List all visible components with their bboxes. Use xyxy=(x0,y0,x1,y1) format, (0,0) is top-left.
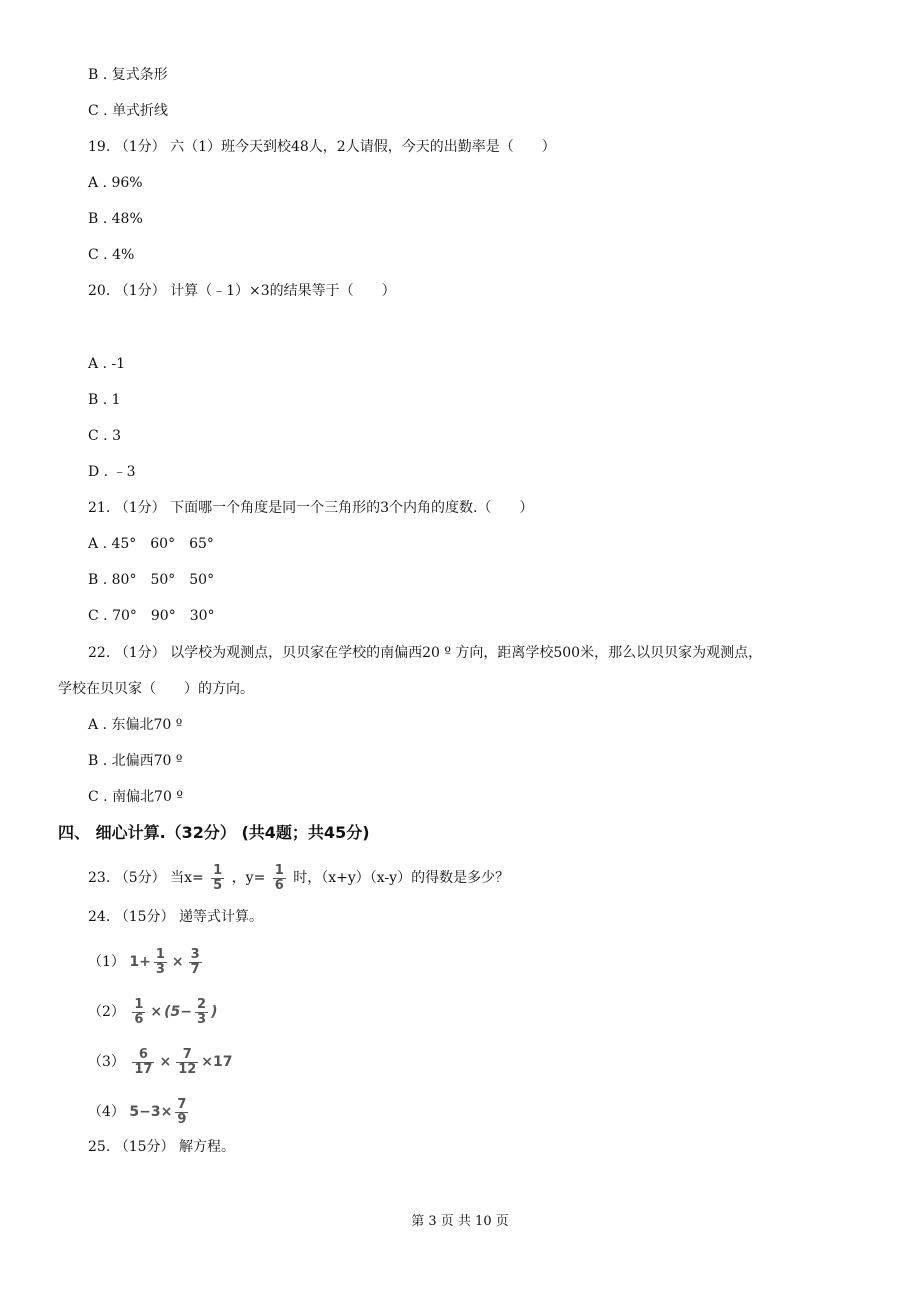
fraction-y: $\frac{1}{6}$ xyxy=(274,862,284,893)
q18-option-c: C . 单式折线 xyxy=(88,103,169,119)
expression-1: 1+ $\frac{1}{3}$ × $\frac{3}{7}$ xyxy=(129,946,200,977)
q20-option-a: A . -1 xyxy=(88,356,126,372)
q23-stem: 23. （5分） 当x= $\frac{1}{5}$ ，y= $\frac{1}{6}$ 时，（x+y）（x-y）的得数是多少？ xyxy=(88,862,510,893)
q20-option-c: C . 3 xyxy=(88,428,121,444)
q19-option-b: B . 48% xyxy=(88,211,143,227)
q21-option-a: A . 45° 60° 65° xyxy=(88,536,214,552)
q22-option-b: B . 北偏西70 º xyxy=(88,753,183,769)
page-footer: 第 3 页 共 10 页 xyxy=(411,1214,509,1229)
q21-stem: 21. （1分） 下面哪一个角度是同一个三角形的3个内角的度数.（ ） xyxy=(88,500,534,516)
q24-item-3: （3） $\frac{6}{17}$ × $\frac{7}{12}$ ×17 xyxy=(88,1044,233,1080)
q20-option-b: B . 1 xyxy=(88,392,121,408)
q24-item-2: （2） $\frac{1}{6}$ × (5− $\frac{2}{3}$ ) xyxy=(88,994,217,1030)
q19-stem: 19. （1分） 六（1）班今天到校48人，2人请假，今天的出勤率是（ ） xyxy=(88,139,556,155)
q22-option-c: C . 南偏北70 º xyxy=(88,789,183,805)
q19-option-a: A . 96% xyxy=(88,175,143,191)
q25-stem: 25. （15分） 解方程。 xyxy=(88,1139,235,1155)
expression-2: $\frac{1}{6}$ × (5− $\frac{2}{3}$ ) xyxy=(134,996,218,1027)
q24-item-4: （4） 5−3× $\frac{7}{9}$ xyxy=(88,1094,191,1130)
expression-3: $\frac{6}{17}$ × $\frac{7}{12}$ ×17 xyxy=(134,1046,233,1077)
expression-4: 5−3× $\frac{7}{9}$ xyxy=(129,1096,187,1127)
q21-option-b: B . 80° 50° 50° xyxy=(88,572,215,588)
q22-option-a: A . 东偏北70 º xyxy=(88,717,183,733)
q18-option-b: B . 复式条形 xyxy=(88,67,168,83)
q20-option-d: D . ﹣3 xyxy=(88,464,136,480)
q24-item-1: （1） 1+ $\frac{1}{3}$ × $\frac{3}{7}$ xyxy=(88,944,205,980)
q22-stem-line1: 22. （1分） 以学校为观测点，贝贝家在学校的南偏西20 º 方向，距离学校500米，那么以贝贝家为观测点， xyxy=(88,645,763,661)
q22-stem-line2: 学校在贝贝家（ ）的方向。 xyxy=(58,681,254,697)
q24-stem: 24. （15分） 递等式计算。 xyxy=(88,909,263,925)
fraction-x: $\frac{1}{5}$ xyxy=(213,862,223,893)
q20-stem: 20. （1分） 计算（﹣1）×3的结果等于（ ） xyxy=(88,283,396,299)
q19-option-c: C . 4% xyxy=(88,247,135,263)
q21-option-c: C . 70° 90° 30° xyxy=(88,608,215,624)
section-heading: 四、 细心计算.（32分） (共4题；共45分) xyxy=(58,823,370,842)
